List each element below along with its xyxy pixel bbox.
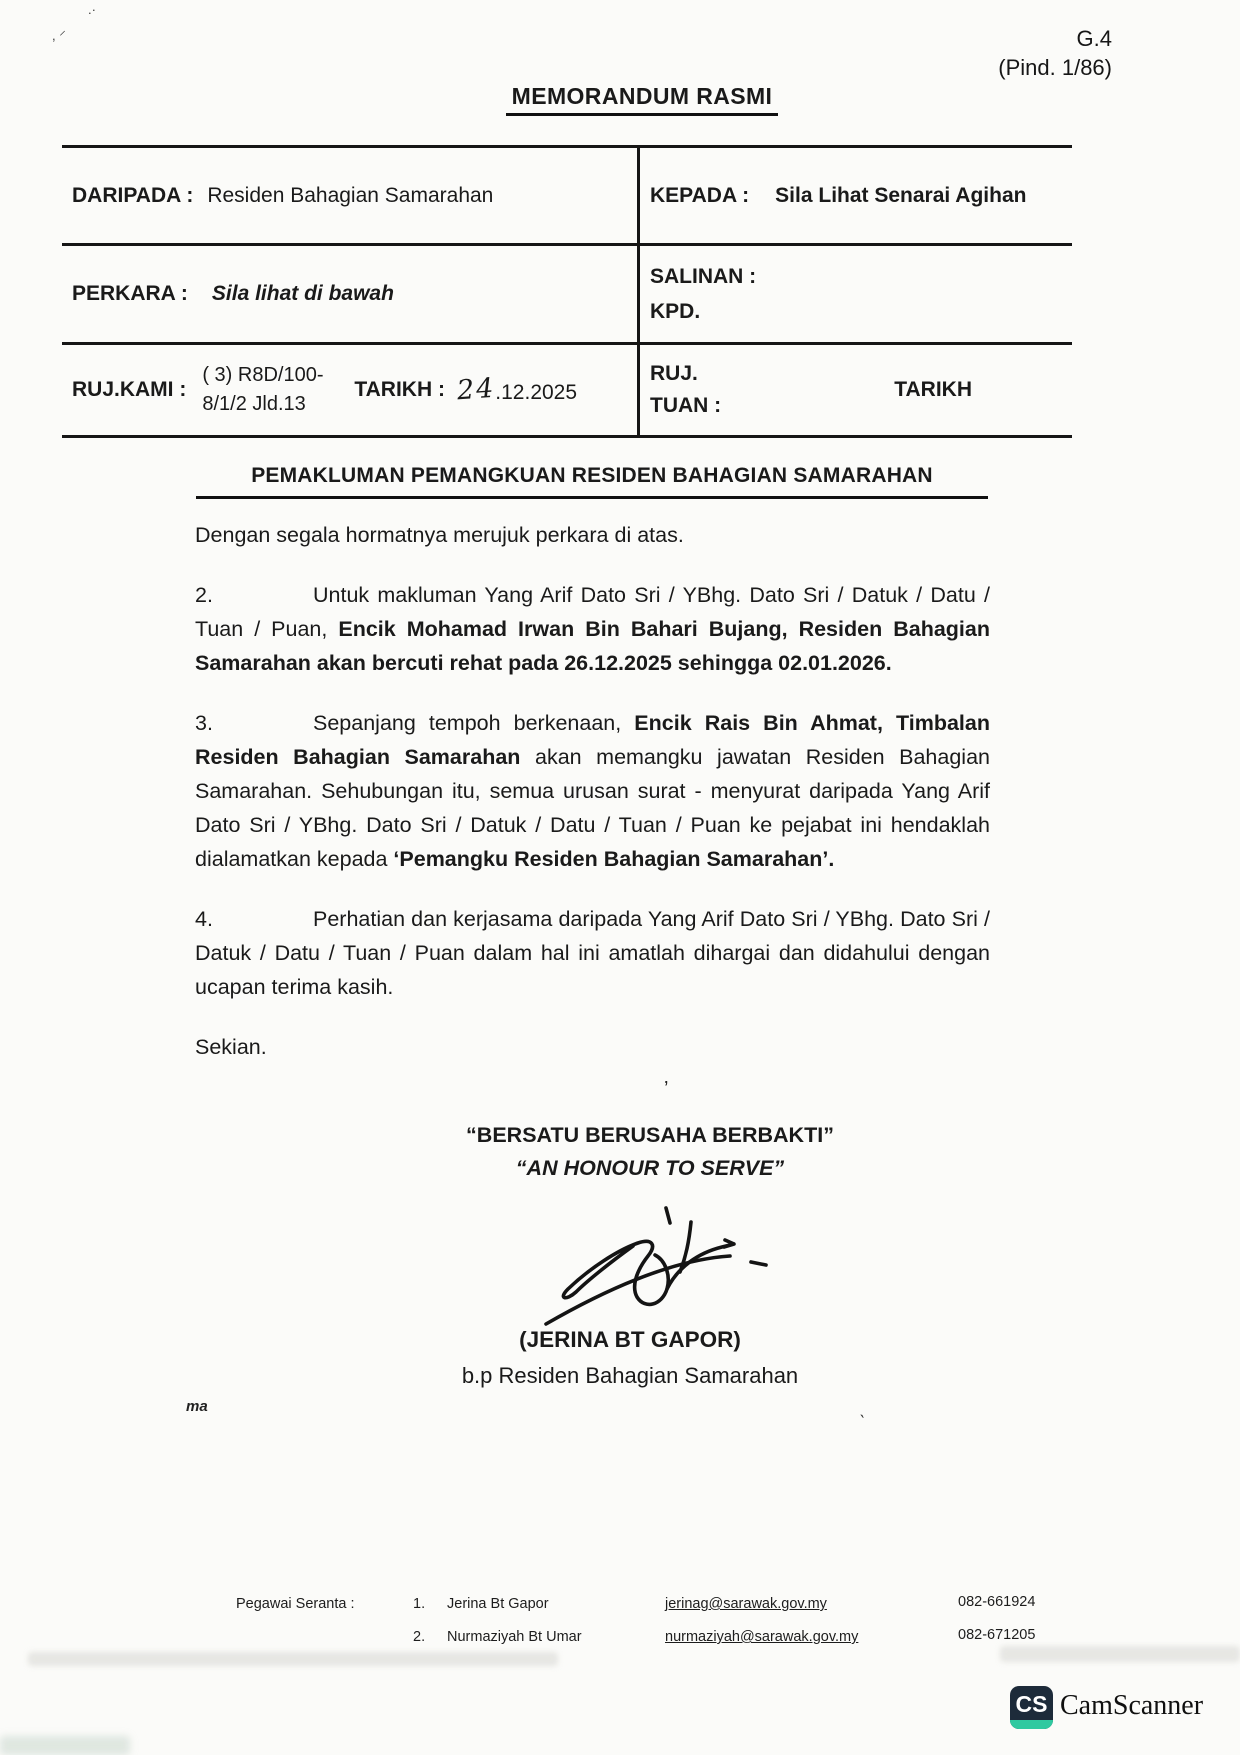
memo-row-from-to xyxy=(62,148,1072,246)
daripada-label: DARIPADA : xyxy=(72,183,194,207)
scan-mark-grave: ` xyxy=(856,1411,867,1433)
daripada-value: Residen Bahagian Samarahan xyxy=(207,183,494,207)
officer-2-phone: 082-671205 xyxy=(958,1627,1036,1643)
paragraph-4 xyxy=(195,902,990,1004)
paragraph-2 xyxy=(195,578,990,680)
officer-1-num: 1. xyxy=(413,1596,426,1612)
slogan-block xyxy=(350,1119,950,1185)
tarikh-rest: .12.2025 xyxy=(495,380,578,404)
camscanner-badge-strip xyxy=(1010,1720,1053,1729)
slogan-line2: “AN HONOUR TO SERVE” xyxy=(515,1156,785,1180)
ruj-tuan-label xyxy=(650,358,721,422)
paragraph-3-bold1: Encik Rais Bin Ahmat, Timbalan Residen Bahagian Samarahan xyxy=(195,711,990,769)
perkara-value: Sila lihat di bawah xyxy=(211,282,394,305)
signatory-name: (JERINA BT GAPOR) xyxy=(519,1327,741,1352)
officer-1-phone: 082-661924 xyxy=(958,1594,1036,1610)
document-title-wrap xyxy=(0,83,1240,116)
signatory-block xyxy=(380,1322,880,1394)
paragraph-2-text: Untuk makluman Yang Arif Dato Sri / YBhg. Dato Sri / Datuk / Datu / Tuan / Puan, xyxy=(195,583,990,641)
paragraph-3-mid: akan memangku jawatan Residen Bahagian Samarahan. Sehubungan itu, semua urusan surat - menyurat daripada Yang Arif Dato Sri / YBhg. Dato Sri / Datuk / Datu / Tuan / Puan ke pejabat ini hendaklah dialamatkan kepada xyxy=(195,745,990,871)
officer-1-name: Jerina Bt Gapor xyxy=(447,1596,549,1612)
officer-2-email: nurmaziyah@sarawak.gov.my xyxy=(665,1629,859,1645)
cell-perkara xyxy=(62,246,637,342)
tarikh-day-handwritten: 24 xyxy=(455,372,497,406)
memo-row-ref-date xyxy=(62,345,1072,438)
camscanner-logo-icon xyxy=(1010,1686,1053,1729)
ruj-tuan-line2: TUAN : xyxy=(650,394,722,417)
paragraph-3-bold2: ‘Pemangku Residen Bahagian Samarahan’. xyxy=(393,847,835,871)
memo-body xyxy=(195,518,990,1090)
tarikh-right-label: TARIKH xyxy=(894,378,972,401)
kepada-label: KEPADA : xyxy=(650,183,750,207)
paragraph-3-text: Sepanjang tempoh berkenaan, xyxy=(313,711,635,735)
cell-kepada xyxy=(637,148,1072,243)
section-heading: PEMAKLUMAN PEMANGKUAN RESIDEN BAHAGIAN SAMARAHAN xyxy=(196,464,988,499)
closing: Sekian. xyxy=(195,1035,267,1059)
signature-ink xyxy=(538,1198,768,1330)
salinan-kpd: KPD. xyxy=(650,300,701,323)
paragraph-opening: Dengan segala hormatnya merujuk perkara di atas. xyxy=(195,523,684,547)
kepada-value: Sila Lihat Senarai Agihan xyxy=(775,183,1027,207)
camscanner-badge-text: CS xyxy=(1015,1690,1048,1717)
officer-2-name: Nurmaziyah Bt Umar xyxy=(447,1629,582,1645)
officer-2-num: 2. xyxy=(413,1629,426,1645)
officer-1-email: jerinag@sarawak.gov.my xyxy=(665,1596,827,1612)
cell-ruj-tuan xyxy=(637,345,1072,435)
scan-speck: , ⸍ xyxy=(52,28,66,43)
memo-header-table xyxy=(62,145,1072,438)
document-title: MEMORANDUM RASMI xyxy=(506,83,779,116)
cell-salinan xyxy=(637,246,1072,342)
memo-row-subject-copy xyxy=(62,246,1072,345)
camscanner-wordmark: CamScanner xyxy=(1060,1690,1204,1721)
ruj-tuan-line1: RUJ. xyxy=(650,362,698,385)
paragraph-2-bold: Encik Mohamad Irwan Bin Bahari Bujang, Residen Bahagian Samarahan akan bercuti rehat pada 26.12.2025 sehingga 02.01.2026. xyxy=(195,617,990,675)
ruj-kami-label: RUJ.KAMI : xyxy=(72,378,187,401)
paragraph-4-text: Perhatian dan kerjasama daripada Yang Arif Dato Sri / YBhg. Dato Sri / Datuk / Datu / Tuan / Puan dalam hal ini amatlah dihargai dan didahului dengan ucapan terima kasih. xyxy=(195,907,990,999)
ruj-kami-line2: 8/1/2 Jld.13 xyxy=(202,393,306,415)
paragraph-4-number: 4. xyxy=(195,907,213,931)
scan-smudge xyxy=(28,1652,558,1666)
paragraph-3-number: 3. xyxy=(195,711,213,735)
margin-note: ma xyxy=(186,1398,208,1415)
salinan-label: SALINAN : xyxy=(650,265,757,288)
form-code-block xyxy=(998,24,1112,82)
cell-ruj-kami xyxy=(62,345,637,435)
perkara-label: PERKARA : xyxy=(72,282,188,305)
form-code: G.4 xyxy=(1076,26,1112,51)
scan-smudge xyxy=(1000,1646,1240,1662)
tarikh-label: TARIKH : xyxy=(354,378,445,401)
signatory-title: b.p Residen Bahagian Samarahan xyxy=(461,1363,799,1388)
tarikh-value xyxy=(455,372,578,406)
form-revision: (Pind. 1/86) xyxy=(998,55,1112,80)
scan-speck: .· xyxy=(88,2,96,17)
ruj-kami-value xyxy=(202,361,354,419)
scan-smudge xyxy=(0,1736,130,1755)
slogan-line1: “BERSATU BERUSAHA BERBAKTI” xyxy=(466,1123,834,1147)
cell-daripada xyxy=(62,148,637,243)
ruj-kami-line1: ( 3) R8D/100- xyxy=(202,364,324,386)
scan-mark-apostrophe: ’ xyxy=(664,1078,669,1100)
paragraph-2-number: 2. xyxy=(195,583,213,607)
pegawai-seranta-label: Pegawai Seranta : xyxy=(236,1596,355,1612)
paragraph-3 xyxy=(195,706,990,876)
